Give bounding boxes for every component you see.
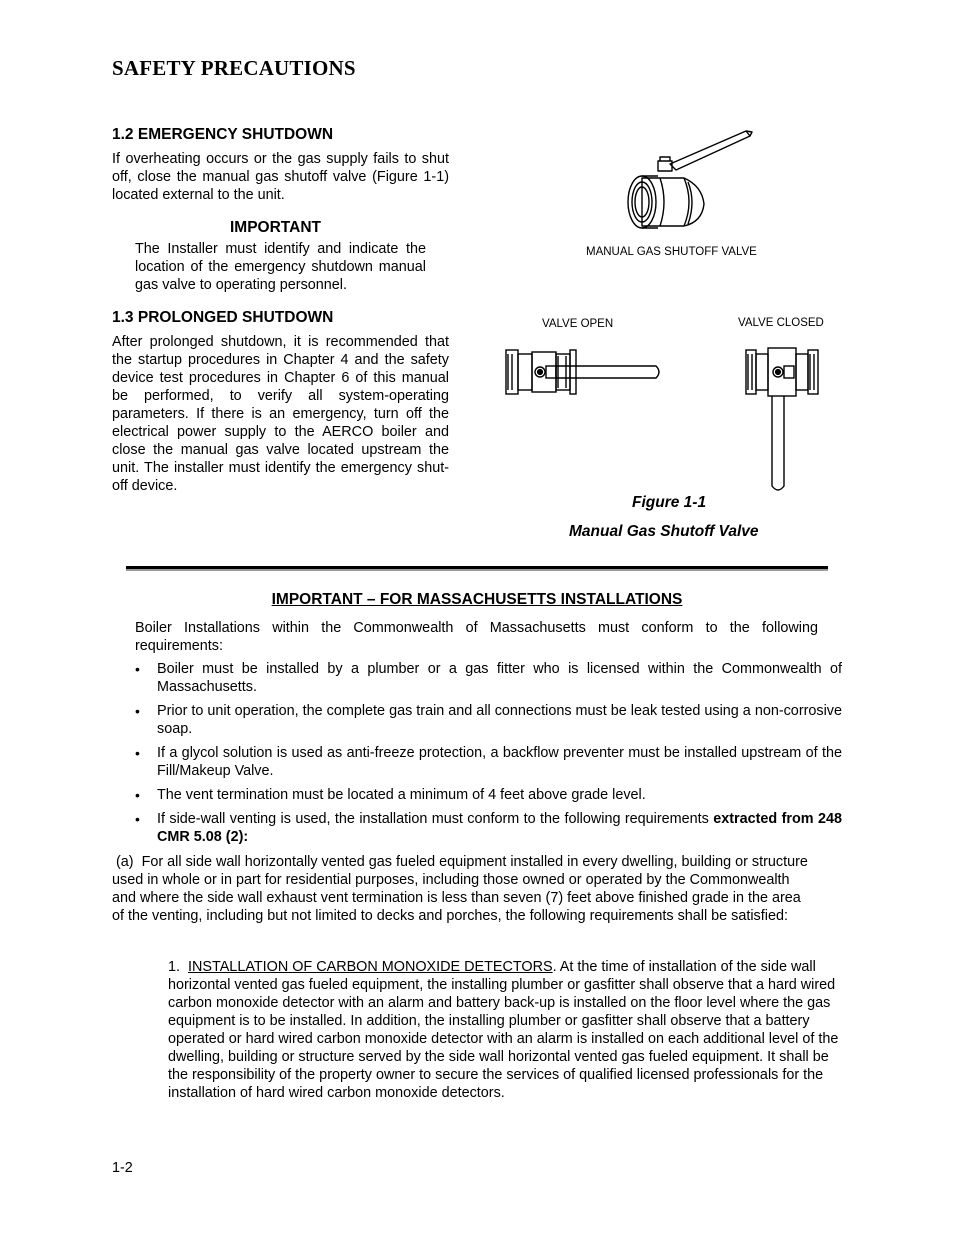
massachusetts-requirements-list — [134, 660, 842, 852]
page-number: 1-2 — [112, 1160, 133, 1176]
bullet-icon: • — [135, 745, 140, 761]
section-1-2-heading: 1.2 EMERGENCY SHUTDOWN — [112, 126, 334, 143]
list-item: • Boiler must be installed by a plumber or a gas fitter who is licensed within the Commonwealth of Massachusetts. — [135, 661, 842, 695]
bullet-icon: • — [135, 703, 140, 719]
figure-caption-number: Figure 1-1 — [632, 494, 707, 511]
item-1-title: INSTALLATION OF CARBON MONOXIDE DETECTORS — [188, 959, 553, 975]
list-item: • The vent termination must be located a minimum of 4 feet above grade level. — [135, 787, 646, 803]
important-body: The Installer must identify and indicate the location of the emergency shutdown manual gas valve to operating personnel. — [135, 241, 426, 293]
page-title: SAFETY PRECAUTIONS — [112, 56, 356, 80]
massachusetts-heading: IMPORTANT – FOR MASSACHUSETTS INSTALLATIONS — [271, 591, 683, 608]
valve-open-illustration — [504, 344, 664, 400]
section-1-3-body: After prolonged shutdown, it is recommended that the startup procedures in Chapter 4 and the safety device test procedures in Chapter 6 of this manual be performed, to verify all system-operating parameters. If there is an emergency, turn off the electrical power supply to the AERCO boiler and close the manual gas valve located upstream the unit. The installer must identify the emergency shut-off device. — [112, 334, 449, 494]
list-item: • If side-wall venting is used, the installation must conform to the following requirements extracted from 248 CMR 5.08 (2): — [135, 811, 842, 845]
item-1-carbon-monoxide — [168, 958, 840, 1102]
important-heading: IMPORTANT — [230, 219, 321, 236]
figure-label-open: VALVE OPEN — [542, 318, 614, 330]
list-item: • If a glycol solution is used as anti-freeze protection, a backflow preventer must be installed upstream of the Fill/Makeup Valve. — [135, 745, 842, 779]
section-divider — [126, 566, 828, 569]
item-1-body: . At the time of installation of the side wall horizontal vented gas fueled equipment, the installing plumber or gasfitter shall observe that a hard wired carbon monoxide detector with an alarm and battery back-up is installed on the floor level where the gas equipment is to be installed. In addition, the installing plumber or gasfitter shall observe that a battery operated or hard wired carbon monoxide detector with an alarm is installed on each additional level of the dwelling, building or structure served by the side wall horizontal vented gas fueled equipment. It shall be the responsibility of the property owner to secure the services of qualified licensed professionals for the installation of hard wired carbon monoxide detectors. — [168, 959, 839, 1101]
bullet-icon: • — [135, 661, 140, 677]
bullet-icon: • — [135, 811, 140, 827]
list-item: • Prior to unit operation, the complete gas train and all connections must be leak tested using a non-corrosive soap. — [135, 703, 842, 737]
figure-label-main: MANUAL GAS SHUTOFF VALVE — [586, 246, 757, 258]
section-1-2-body: If overheating occurs or the gas supply fails to shut off, close the manual gas shutoff valve (Figure 1-1) located external to the unit. — [112, 151, 449, 203]
ball-valve-illustration — [622, 126, 754, 230]
item-1-number: 1. — [168, 959, 188, 975]
figure-label-closed: VALVE CLOSED — [738, 317, 824, 329]
massachusetts-intro: Boiler Installations within the Commonwealth of Massachusetts must conform to the following requirements: — [135, 620, 818, 654]
paragraph-a: (a) For all side wall horizontally vented gas fueled equipment installed in every dwelling, building or structure used in whole or in part for residential purposes, including those owned or operated by the Commonwealth and where the side wall exhaust vent termination is less than seven (7) feet above finished grade in the area of the venting, including but not limited to decks and porches, the following requirements shall be satisfied: — [112, 854, 812, 924]
valve-closed-illustration — [744, 344, 824, 494]
figure-caption-title: Manual Gas Shutoff Valve — [569, 523, 759, 540]
section-1-3-heading: 1.3 PROLONGED SHUTDOWN — [112, 309, 334, 326]
bullet-icon: • — [135, 787, 140, 803]
